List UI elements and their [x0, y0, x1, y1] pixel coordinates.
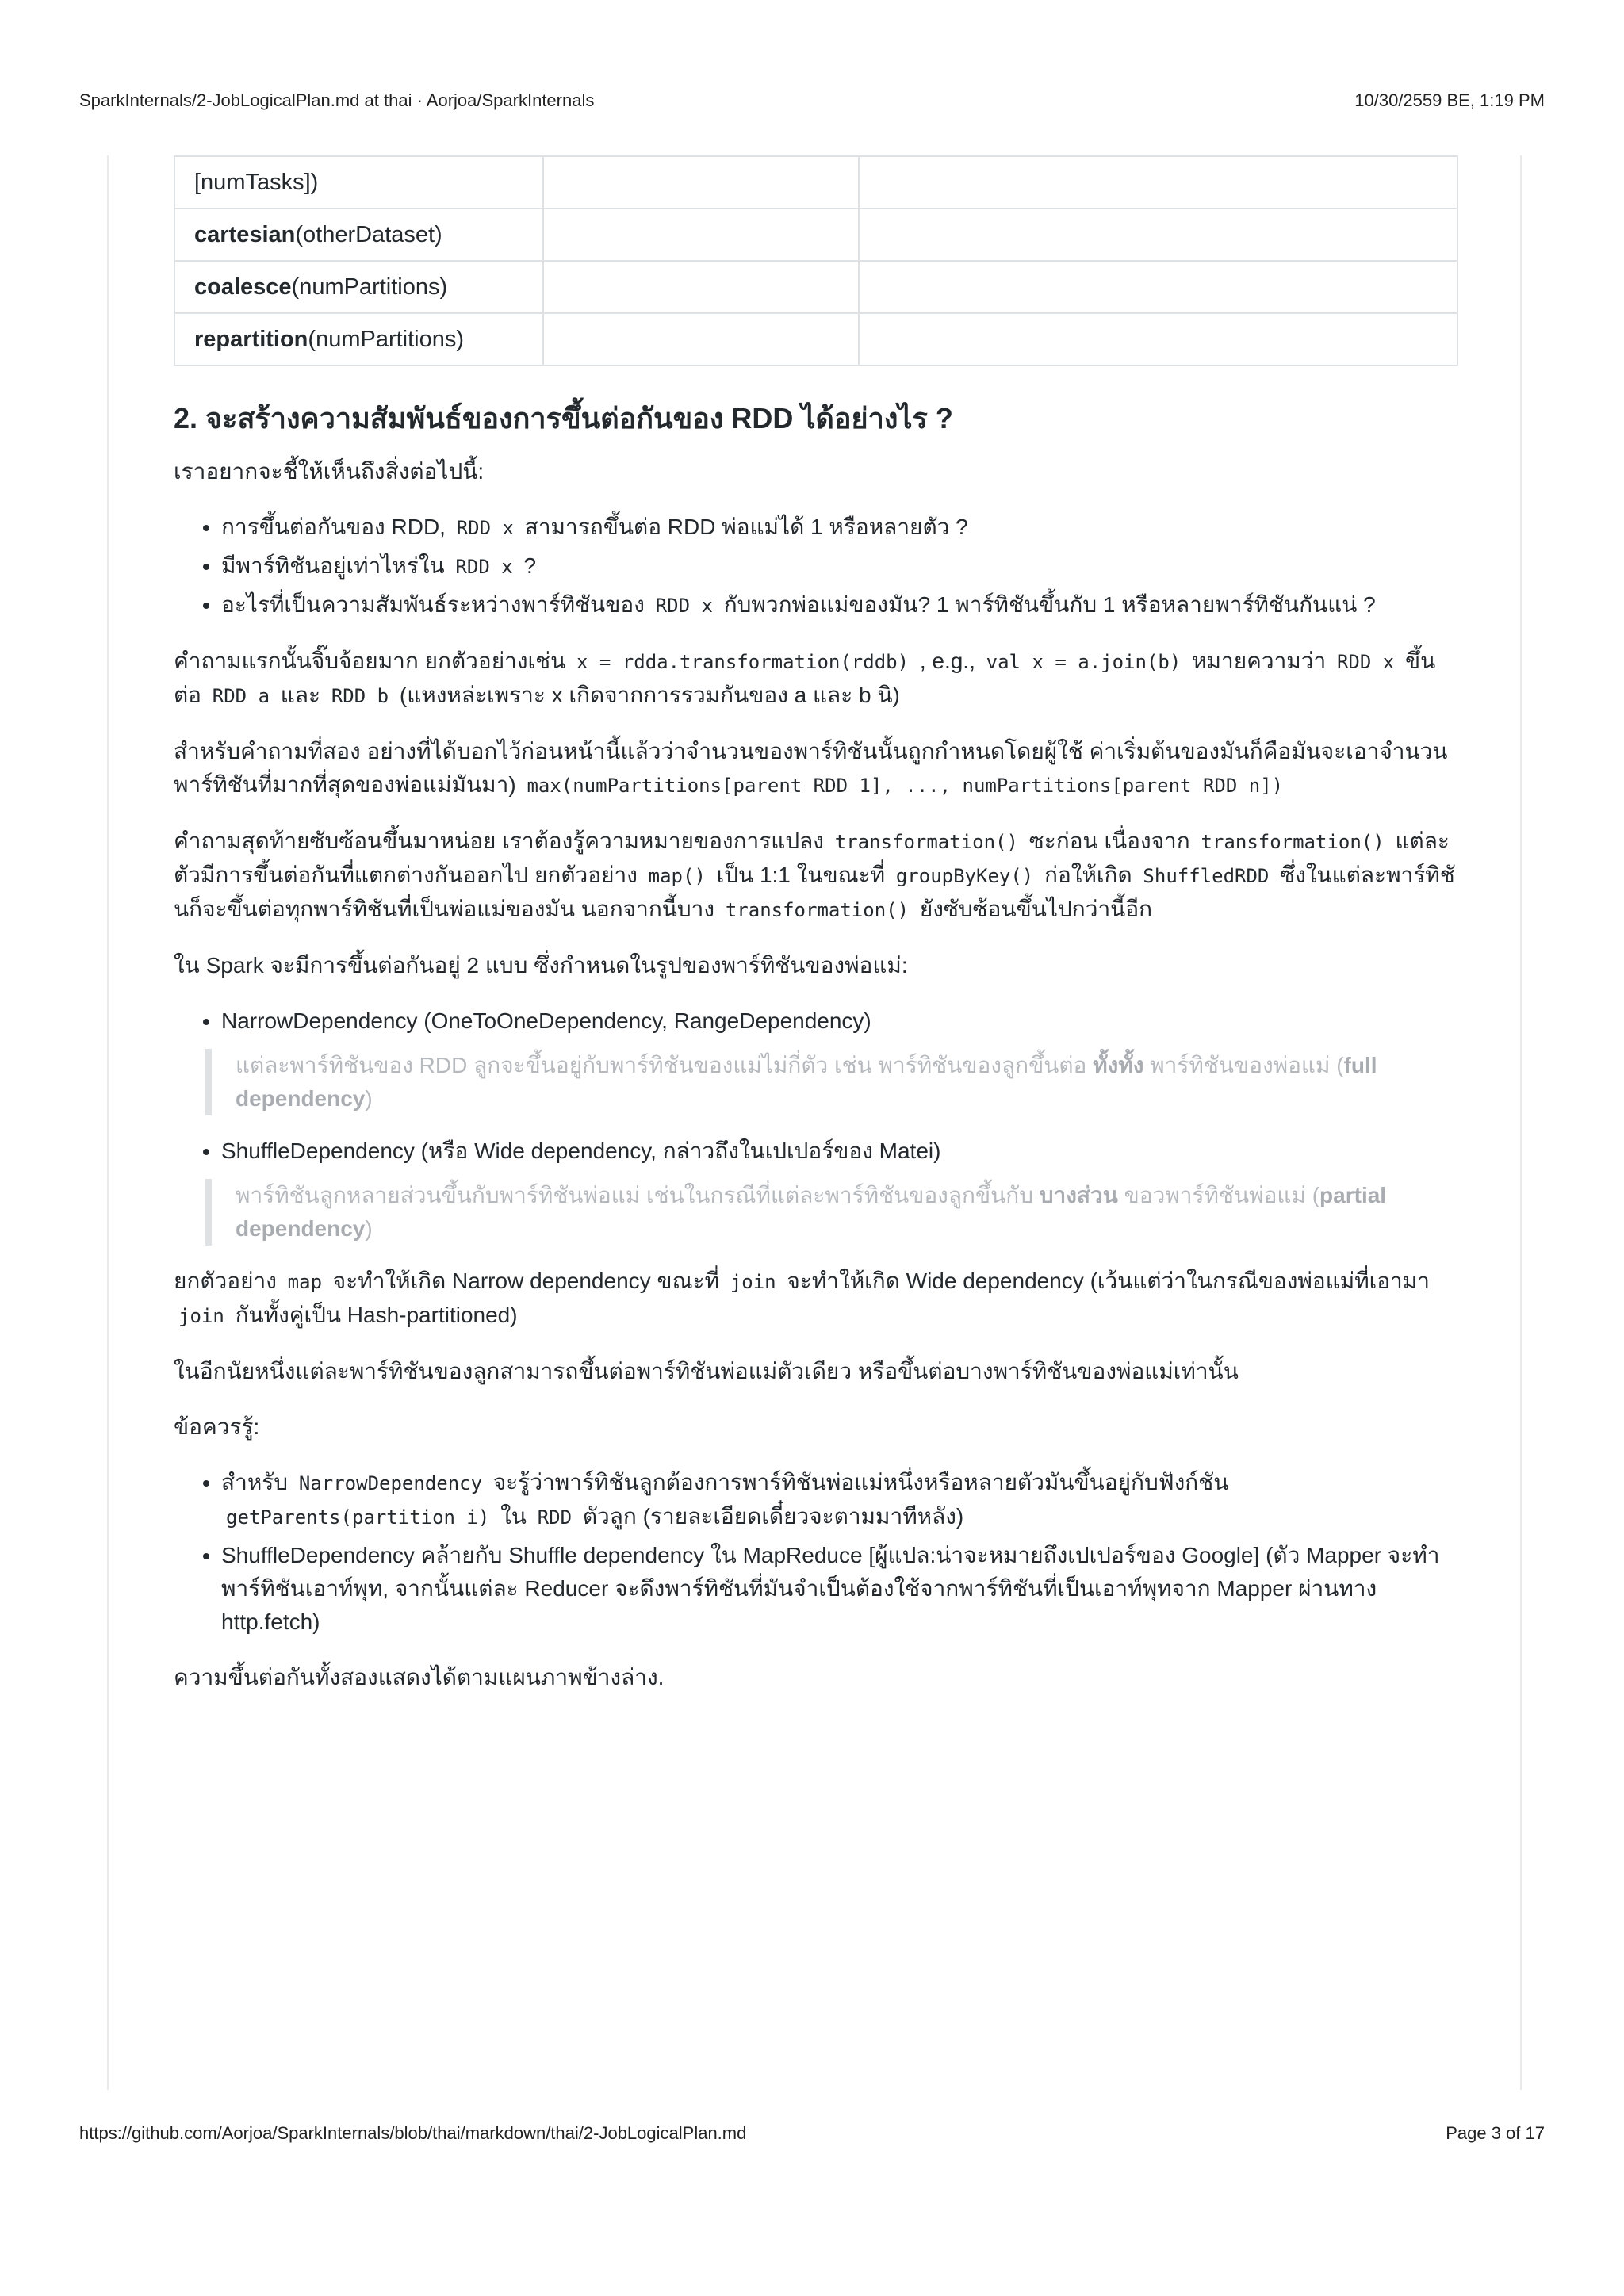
table-cell [859, 156, 1457, 209]
list-item: • การขึ้นต่อกันของ RDD, RDD x สามารถขึ้นต่อ RDD พ่อแม่ได้ 1 หรือหลายตัว ? [221, 511, 1458, 545]
list-item: • ShuffleDependency (หรือ Wide dependency, กล่าวถึงในเปเปอร์ของ Matei) [221, 1135, 1458, 1168]
summary-paragraph: ในอีกนัยหนึ่งแต่ละพาร์ทิชันของลูกสามารถขึ้นต่อพาร์ทิชันพ่อแม่ตัวเดียว หรือขึ้นต่อบางพาร์ทิชันของพ่อแม่เท่านั้น [174, 1359, 1239, 1383]
table-cell: coalesce(numPartitions) [174, 261, 543, 313]
header-datetime: 10/30/2559 BE, 1:19 PM [1354, 90, 1545, 110]
intro-paragraph: เราอยากจะชี้ให้เห็นถึงสิ่งต่อไปนี้: [174, 459, 485, 484]
table-row [174, 261, 1457, 313]
questions-list [174, 511, 1458, 622]
dependency-types-paragraph: ใน Spark จะมีการขึ้นต่อกันอยู่ 2 แบบ ซึ่งกำหนดในรูปของพาร์ทิชันของพ่อแม่: [174, 953, 908, 978]
list-item: • สำหรับ NarrowDependency จะรู้ว่าพาร์ทิชันลูกต้องการพาร์ทิชันพ่อแม่หนึ่งหรือหลายตัวมันขึ้นอยู่กับฟังก์ชัน getParents(partition i) ใน RDD ตัวลูก (รายละเอียดเดี๋ยวจะตามมาทีหลัง) [221, 1466, 1458, 1534]
narrow-dependency-list [174, 1004, 1458, 1038]
paragraph-first-question: คำถามแรกนั้นจิ๊บจ้อยมาก ยกตัวอย่างเช่น x = rdda.transformation(rddb) , e.g., val x = a.join(b) หมายความว่า RDD x ขึ้นต่อ RDD a และ RDD b (แหงหล่ะเพราะ x เกิดจากการรวมกันของ a และ b นิ) [174, 649, 1436, 707]
print-footer [79, 2123, 1545, 2144]
list-item: • มีพาร์ทิชันอยู่เท่าไหร่ใน RDD x ? [221, 549, 1458, 584]
notes-label: ข้อควรรู้: [174, 1414, 260, 1439]
paragraph-third-question: คำถามสุดท้ายซับซ้อนขึ้นมาหน่อย เราต้องรู้ความหมายของการแปลง transformation() ซะก่อน เนื่องจาก transformation() แต่ละตัวมีการขึ้นต่อกันที่แตกต่างกันออกไป ยกตัวอย่าง map() เป็น 1:1 ในขณะที่ groupByKey() ก่อให้เกิด ShuffledRDD ซึ่งในแต่ละพาร์ทิชันก็จะขึ้นต่อทุกพาร์ทิชันที่เป็นพ่อแม่ของมัน นอกจากนี้บาง transformation() ยังซับซ้อนขึ้นไปกว่านี้อีก [174, 828, 1455, 921]
table-cell [543, 156, 859, 209]
table-cell [543, 313, 859, 365]
table-row [174, 313, 1457, 365]
table-cell [859, 209, 1457, 261]
table-cell: repartition(numPartitions) [174, 313, 543, 365]
content-frame-left-border [107, 155, 109, 2090]
diagram-intro-paragraph: ความขึ้นต่อกันทั้งสองแสดงได้ตามแผนภาพข้างล่าง. [174, 1665, 665, 1689]
footer-page-number: Page 3 of 17 [1446, 2123, 1545, 2143]
map-join-example-paragraph: ยกตัวอย่าง map จะทำให้เกิด Narrow dependency ขณะที่ join จะทำให้เกิด Wide dependency (เว้นแต่ว่าในกรณีของพ่อแม่ที่เอามา join กันทั้งคู่เป็น Hash-partitioned) [174, 1269, 1430, 1327]
table-cell [543, 209, 859, 261]
section-heading: 2. จะสร้างความสัมพันธ์ของการขึ้นต่อกันของ RDD ได้อย่างไร ? [174, 402, 953, 434]
header-page-title: SparkInternals/2-JobLogicalPlan.md at thai · Aorjoa/SparkInternals [79, 90, 595, 110]
table-cell [859, 261, 1457, 313]
transformations-table [174, 155, 1458, 366]
narrow-dependency-quote: แต่ละพาร์ทิชันของ RDD ลูกจะขึ้นอยู่กับพาร์ทิชันของแม่ไม่กี่ตัว เช่น พาร์ทิชันของลูกขึ้นต่อ ทั้งทั้ง พาร์ทิชันของพ่อแม่ (full dependency) [205, 1049, 1458, 1115]
notes-list [174, 1466, 1458, 1639]
paragraph-second-question: สำหรับคำถามที่สอง อย่างที่ได้บอกไว้ก่อนหน้านี้แล้วว่าจำนวนของพาร์ทิชันนั้นถูกกำหนดโดยผู้ใช้ ค่าเริ่มต้นของมันก็คือมันจะเอาจำนวนพาร์ทิชันที่มากที่สุดของพ่อแม่มันมา) max(numPartitions[parent RDD 1], ..., numPartitions[parent RDD n]) [174, 739, 1448, 797]
table-cell [543, 261, 859, 313]
list-item: • ShuffleDependency คล้ายกับ Shuffle dependency ใน MapReduce [ผู้แปล:น่าจะหมายถึงเปเปอร์ของ Google] (ตัว Mapper จะทำพาร์ทิชันเอาท์พุท, จากนั้นแต่ละ Reducer จะดึงพาร์ทิชันที่มันจำเป็นต้องใช้จากพาร์ทิชันที่เป็นเอาท์พุทจาก Mapper ผ่านทาง http.fetch) [221, 1539, 1458, 1639]
list-item: • อะไรที่เป็นความสัมพันธ์ระหว่างพาร์ทิชันของ RDD x กับพวกพ่อแม่ของมัน? 1 พาร์ทิชันขึ้นกับ 1 หรือหลายพาร์ทิชันกันแน่ ? [221, 588, 1458, 622]
table-row [174, 156, 1457, 209]
print-header [79, 90, 1545, 111]
list-item: • NarrowDependency (OneToOneDependency, RangeDependency) [221, 1004, 1458, 1038]
shuffle-dependency-list [174, 1135, 1458, 1168]
table-row [174, 209, 1457, 261]
table-cell: cartesian(otherDataset) [174, 209, 543, 261]
table-cell: [numTasks]) [174, 156, 543, 209]
table-cell [859, 313, 1457, 365]
content-frame-right-border [1520, 155, 1522, 2090]
markdown-body [174, 155, 1458, 1716]
footer-url: https://github.com/Aorjoa/SparkInternals/blob/thai/markdown/thai/2-JobLogicalPlan.md [79, 2123, 747, 2143]
shuffle-dependency-quote: พาร์ทิชันลูกหลายส่วนขึ้นกับพาร์ทิชันพ่อแม่ เช่นในกรณีที่แต่ละพาร์ทิชันของลูกขึ้นกับ บางส่วน ขอวพาร์ทิชันพ่อแม่ (partial dependency) [205, 1179, 1458, 1246]
